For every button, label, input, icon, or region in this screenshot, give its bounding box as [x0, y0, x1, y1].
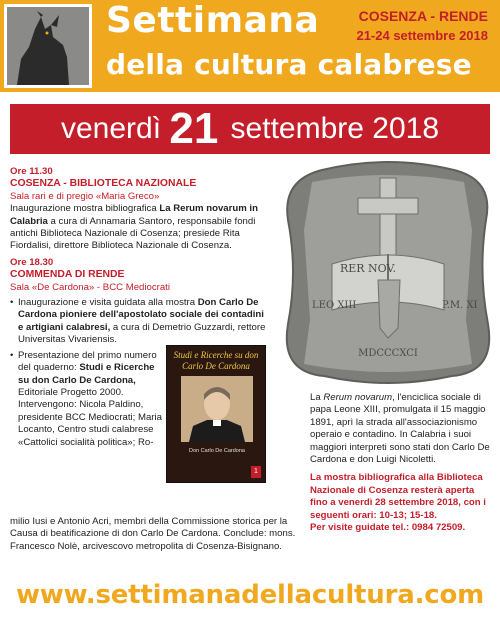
emblem-text-right: P.M. XI [442, 300, 478, 311]
b2-text-b: Studi e Ricerche su don Carlo De Cardona, [18, 362, 155, 386]
portrait-photo [181, 376, 253, 442]
event2-bullet-2 [10, 350, 162, 449]
event2-bullet-1 [10, 297, 268, 347]
event1-text-c: a cura di Annamaria Santoro, responsabile fondi antichi Biblioteca Nazionale di Cosenza; presiede Rita Fiordalisi, direttore Biblioteca Nazionale di Cosenza. [10, 215, 256, 252]
event2-time: Ore 18.30 [10, 256, 54, 268]
book-title: Studi e Ricerche su don Carlo De Cardona [173, 350, 259, 371]
rerum-novarum-emblem [282, 160, 494, 384]
title-line-2: della cultura calabrese [106, 48, 472, 81]
banner-number: 21 [169, 104, 231, 153]
date-banner [10, 104, 490, 154]
b1-text-b: Don Carlo De Cardona pioniere dell'apostolato sociale dei contadini e artigiani calabresi, [18, 297, 264, 333]
b2-text-a: Presentazione del primo numero del quaderno: [18, 349, 157, 374]
event1-venue: COSENZA - BIBLIOTECA NAZIONALE [10, 178, 197, 190]
event1-room: Sala rari e di pregio «Maria Greco» [10, 190, 160, 202]
book-caption: Don Carlo De Cardona [189, 448, 245, 454]
event1-time: Ore 11.30 [10, 166, 53, 177]
info-paragraph-2: La mostra bibliografica alla Biblioteca Nazionale di Cosenza resterà aperta fino a venerdì 28 settembre 2018, con i seguenti orari: 10-13; 15-18. [310, 472, 486, 521]
book-cover-image [166, 345, 266, 483]
info-column [310, 392, 494, 534]
wolf-logo-icon [4, 4, 92, 88]
emblem-text-left: LEO XIII [312, 300, 357, 311]
dates-label: 21-24 settembre 2018 [356, 28, 488, 43]
title-line-1: Settimana [106, 0, 320, 41]
info-paragraph-3: Per visite guidate tel.: 0984 72509. [310, 522, 466, 534]
b1-text-c: a cura di Demetrio Guzzardi, rettore Universitas Vivariensis. [18, 321, 266, 346]
event2-venue: COMMENDA DI RENDE [10, 269, 125, 281]
event2-continued: milio Iusi e Antonio Acri, membri della Commissione storica per la Causa di beatificazione di don Carlo De Cardona. Conclude: mons. Francesco Nolè, arcivescovo metropolita di Cosenza-Bisignano. [10, 516, 296, 552]
event1-text-b: La Rerum novarum in Calabria [10, 203, 258, 227]
book-number: 1 [251, 466, 261, 478]
header [0, 0, 500, 92]
banner-day: venerdì [60, 112, 170, 145]
event1-description [10, 203, 268, 253]
event2-room: Sala «De Cardona» - BCC Mediocrati [10, 281, 170, 293]
emblem-text-top-left: RER NOV. [339, 262, 397, 275]
b1-text-a: Inaugurazione e visita guidata alla mostra [18, 297, 198, 309]
place-label: COSENZA - RENDE [358, 8, 488, 24]
event1-text-a: Inaugurazione mostra bibliografica [10, 203, 160, 215]
emblem-text-bottom: MDCCCXCI [358, 348, 418, 359]
footer-url[interactable]: www.settimanadellacultura.com [15, 580, 485, 610]
banner-month-year: settembre 2018 [230, 112, 440, 145]
info-paragraph-1 [310, 392, 494, 466]
p1-text-b: Rerum novarum [323, 392, 393, 403]
b2-text-c: Editoriale Progetto 2000. Intervengono: Nicola Paldino, presidente BCC Mediocrati; Maria Locanto, Centro studi calabrese «Cattolici socialità politica»; Ro- [18, 386, 162, 448]
p1-text-c: , l'enciclica sociale di papa Leone XIII, promulgata il 15 maggio 1891, aprì la strada all'associazionismo operaio e contadino. In Calabria i suoi maggiori interpreti sono stati don Carlo De Cardona e don Luigi Nicoletti. [310, 392, 490, 466]
p1-text-a: La [310, 392, 324, 403]
